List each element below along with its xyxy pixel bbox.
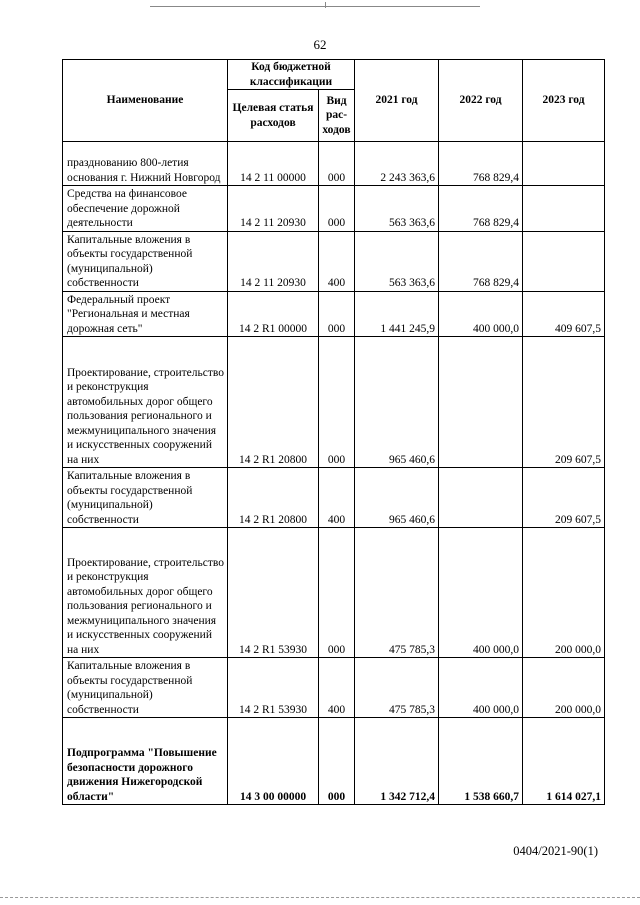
- row-name: Капитальные вложения в объекты государственной (муниципальной) собственности: [63, 468, 228, 528]
- row-target-article: 14 2 11 00000: [228, 142, 319, 186]
- row-value-2022: 768 829,4: [439, 231, 523, 291]
- header-expense-type: Вид рас-ходов: [319, 90, 355, 142]
- row-value-2021: 475 785,3: [355, 658, 439, 718]
- table-row: [63, 658, 605, 718]
- row-expense-type: 000: [319, 718, 355, 805]
- row-value-2023: 209 607,5: [523, 337, 605, 468]
- row-value-2023: [523, 142, 605, 186]
- row-value-2022: [439, 337, 523, 468]
- header-2022: 2022 год: [439, 60, 523, 142]
- document-code: 0404/2021-90(1): [513, 844, 598, 858]
- row-name: Капитальные вложения в объекты государственной (муниципальной) собственности: [63, 658, 228, 718]
- table-row: [63, 718, 605, 805]
- row-value-2021: 965 460,6: [355, 337, 439, 468]
- row-value-2022: 400 000,0: [439, 658, 523, 718]
- row-expense-type: 000: [319, 186, 355, 232]
- row-name: Федеральный проект "Региональная и местная дорожная сеть": [63, 291, 228, 337]
- row-value-2021: 563 363,6: [355, 231, 439, 291]
- header-target-article: Целевая статья расходов: [228, 90, 319, 142]
- row-value-2023: 200 000,0: [523, 528, 605, 658]
- row-target-article: 14 2 R1 20800: [228, 468, 319, 528]
- row-value-2022: 768 829,4: [439, 142, 523, 186]
- row-expense-type: 000: [319, 337, 355, 468]
- row-name: Подпрограмма "Повышение безопасности дорожного движения Нижегородской области": [63, 718, 228, 805]
- row-expense-type: 400: [319, 468, 355, 528]
- table-row: [63, 337, 605, 468]
- header-2021: 2021 год: [355, 60, 439, 142]
- row-target-article: 14 2 R1 53930: [228, 528, 319, 658]
- row-target-article: 14 2 R1 20800: [228, 337, 319, 468]
- row-value-2023: [523, 186, 605, 232]
- table-body: [63, 142, 605, 805]
- row-value-2023: 200 000,0: [523, 658, 605, 718]
- row-name: Капитальные вложения в объекты государственной (муниципальной) собственности: [63, 231, 228, 291]
- header-budget-classification: Код бюджетной классификации: [228, 60, 355, 90]
- table-row: [63, 231, 605, 291]
- table-row: [63, 528, 605, 658]
- row-value-2023: 409 607,5: [523, 291, 605, 337]
- row-name: Средства на финансовое обеспечение дорожной деятельности: [63, 186, 228, 232]
- row-name: празднованию 800-летия основания г. Нижний Новгород: [63, 142, 228, 186]
- row-value-2021: 1 342 712,4: [355, 718, 439, 805]
- row-value-2022: 1 538 660,7: [439, 718, 523, 805]
- row-target-article: 14 2 R1 00000: [228, 291, 319, 337]
- row-value-2021: 965 460,6: [355, 468, 439, 528]
- row-expense-type: 400: [319, 231, 355, 291]
- row-value-2022: 400 000,0: [439, 528, 523, 658]
- bottom-border-line: [0, 897, 640, 898]
- table-row: [63, 186, 605, 232]
- table-row: [63, 142, 605, 186]
- top-border-line: [150, 6, 480, 7]
- header-name: Наименование: [63, 60, 228, 142]
- top-tick-mark: [325, 2, 326, 8]
- row-value-2021: 563 363,6: [355, 186, 439, 232]
- table-row: [63, 291, 605, 337]
- row-name: Проектирование, строительство и реконструкция автомобильных дорог общего пользования регионального и межмуниципального значения и искусственных сооружений на них: [63, 337, 228, 468]
- row-value-2022: 400 000,0: [439, 291, 523, 337]
- row-name: Проектирование, строительство и реконструкция автомобильных дорог общего пользования регионального и межмуниципального значения и искусственных сооружений на них: [63, 528, 228, 658]
- row-value-2022: [439, 468, 523, 528]
- row-value-2023: [523, 231, 605, 291]
- row-value-2021: 475 785,3: [355, 528, 439, 658]
- budget-table: [62, 59, 605, 805]
- row-expense-type: 000: [319, 142, 355, 186]
- row-value-2023: 1 614 027,1: [523, 718, 605, 805]
- page-number: 62: [313, 37, 327, 52]
- row-value-2022: 768 829,4: [439, 186, 523, 232]
- row-target-article: 14 2 11 20930: [228, 231, 319, 291]
- row-expense-type: 000: [319, 528, 355, 658]
- row-target-article: 14 3 00 00000: [228, 718, 319, 805]
- row-target-article: 14 2 R1 53930: [228, 658, 319, 718]
- row-value-2021: 2 243 363,6: [355, 142, 439, 186]
- row-value-2021: 1 441 245,9: [355, 291, 439, 337]
- row-expense-type: 000: [319, 291, 355, 337]
- header-2023: 2023 год: [523, 60, 605, 142]
- row-value-2023: 209 607,5: [523, 468, 605, 528]
- row-expense-type: 400: [319, 658, 355, 718]
- table-row: [63, 468, 605, 528]
- row-target-article: 14 2 11 20930: [228, 186, 319, 232]
